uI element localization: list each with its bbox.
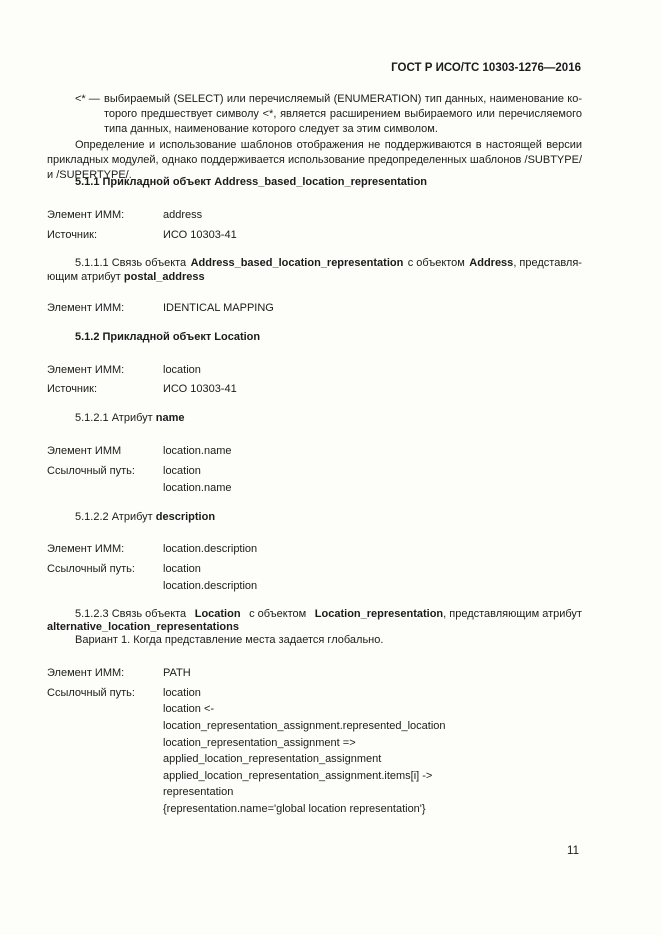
path-line: representation: [163, 786, 234, 798]
definition-line: типа данных, наименование которого следует за этим символом.: [104, 123, 438, 135]
attribute-name: description: [155, 511, 216, 523]
subsection-prefix: 5.1.2.2 Атрибут: [75, 511, 153, 523]
relation-object: Location: [194, 608, 241, 620]
field-value: address: [163, 209, 203, 221]
relation-attribute: alternative_location_representations: [47, 621, 239, 633]
relation-object: Address: [469, 257, 514, 269]
subsection-heading: [75, 511, 215, 523]
relation-line: [75, 257, 582, 269]
path-line: {representation.name='global location representation'}: [163, 803, 426, 815]
field-value: location.name: [163, 445, 232, 457]
field-label: Элемент ИММ: [47, 445, 122, 457]
document-header: ГОСТ Р ИСО/ТС 10303-1276—2016: [391, 62, 581, 74]
field-label: Элемент ИММ:: [47, 302, 125, 314]
path-line: location_representation_assignment.represented_location: [163, 720, 446, 732]
field-value: location.description: [163, 543, 258, 555]
field-value: ИСО 10303-41: [163, 229, 237, 241]
path-line: applied_location_representation_assignment: [163, 753, 382, 765]
relation-line2-prefix: ющим атрибут: [47, 271, 121, 283]
path-line: applied_location_representation_assignment.items[i] ->: [163, 770, 433, 782]
relation-attribute: postal_address: [123, 271, 205, 283]
relation-mid: с объектом: [249, 608, 307, 620]
definition-line: выбираемый (SELECT) или перечисляемый (ENUMERATION) тип данных, наименование ко-: [104, 93, 582, 105]
path-line: location: [163, 563, 201, 575]
field-value: IDENTICAL MAPPING: [163, 302, 274, 314]
subsection-heading: [75, 412, 185, 424]
relation-line2: [47, 271, 205, 283]
path-line: location.name: [163, 482, 232, 494]
paragraph-line: Определение и использование шаблонов отображения не поддерживаются в настоящей версии: [75, 139, 582, 151]
relation-object: Location_representation: [314, 608, 444, 620]
field-label: Элемент ИММ:: [47, 364, 125, 376]
path-line: location: [163, 465, 201, 477]
section-heading: 5.1.1 Прикладной объект Address_based_location_representation: [75, 176, 428, 188]
relation-object: Address_based_location_representation: [190, 257, 404, 269]
field-value: location: [163, 364, 201, 376]
section-heading: 5.1.2 Прикладной объект Location: [75, 331, 261, 343]
field-label: Элемент ИММ:: [47, 543, 125, 555]
attribute-name: name: [155, 412, 185, 424]
path-line: location <-: [163, 703, 215, 715]
relation-line: [75, 608, 582, 620]
field-label: Ссылочный путь:: [47, 687, 135, 699]
paragraph-line: прикладных модулей, однако поддерживается использование предопределенных шаблонов /SUBTYPE/: [47, 154, 582, 166]
field-label: Элемент ИММ:: [47, 209, 125, 221]
relation-mid: с объектом: [407, 257, 465, 269]
path-line: location_representation_assignment =>: [163, 737, 356, 749]
relation-suffix: , представля-: [513, 257, 582, 269]
path-line: location: [163, 687, 201, 699]
field-label: Источник:: [47, 229, 98, 241]
subsection-prefix: 5.1.2.1 Атрибут: [75, 412, 153, 424]
definition-line: торого предшествует символу <*, является расширением выбираемого или перечисляемого: [104, 108, 582, 120]
variant-note: Вариант 1. Когда представление места задается глобально.: [75, 634, 384, 646]
field-label: Ссылочный путь:: [47, 465, 135, 477]
relation-suffix: , представляющим атрибут: [443, 608, 582, 620]
field-label: Ссылочный путь:: [47, 563, 135, 575]
field-value: PATH: [163, 667, 191, 679]
relation-prefix: 5.1.1.1 Связь объекта: [75, 257, 187, 269]
page-number: 11: [567, 845, 579, 857]
path-line: location.description: [163, 580, 258, 592]
field-label: Источник:: [47, 383, 98, 395]
field-value: ИСО 10303-41: [163, 383, 237, 395]
relation-prefix: 5.1.2.3 Связь объекта: [75, 608, 187, 620]
paragraph-line: и /SUPERTYPE/.: [47, 169, 132, 181]
definition-symbol: <* —: [75, 93, 100, 105]
field-label: Элемент ИММ:: [47, 667, 125, 679]
